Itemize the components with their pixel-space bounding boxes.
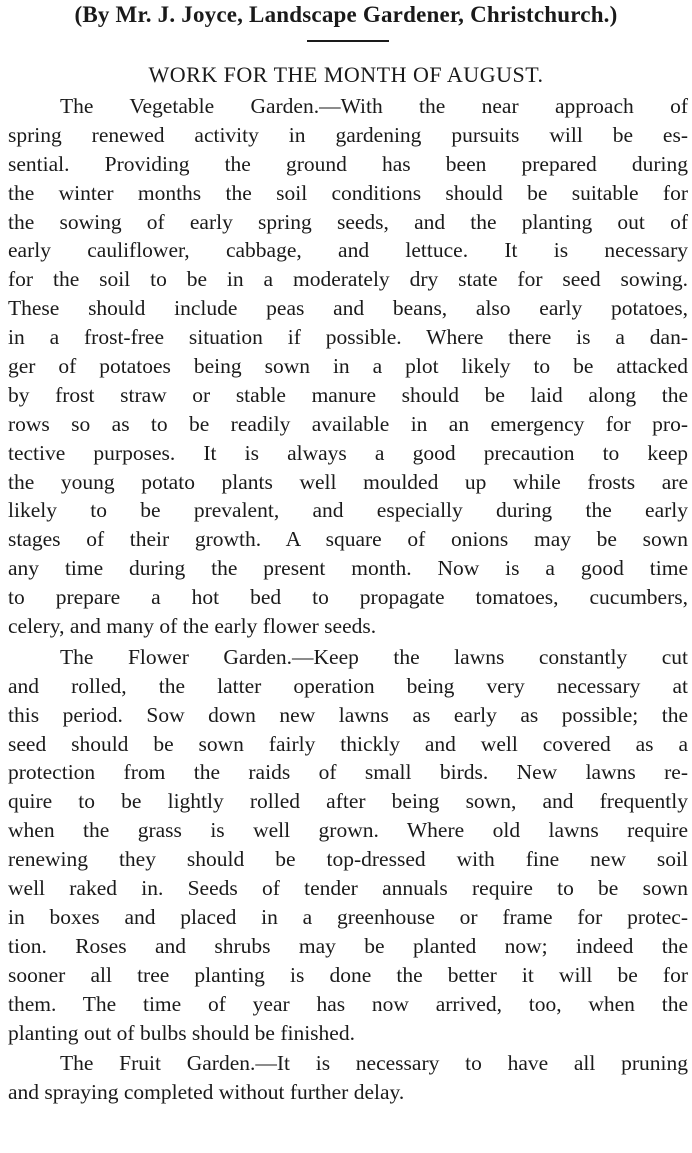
text-line: by frost straw or stable manure should be laid along the xyxy=(8,382,688,407)
text-line: when the grass is well grown. Where old lawns require xyxy=(8,818,688,843)
article-body xyxy=(8,92,688,1107)
text-line: for the soil to be in a moderately dry state for seed sowing. xyxy=(8,267,688,292)
vegetable-garden-paragraph xyxy=(8,92,688,641)
text-line: seed should be sown fairly thickly and well covered as a xyxy=(8,731,688,756)
text-line: to prepare a hot bed to propagate tomatoes, cucumbers, xyxy=(8,585,688,610)
text-line: and spraying completed without further delay. xyxy=(8,1080,405,1105)
divider-rule xyxy=(307,40,389,42)
text-line: rows so as to be readily available in an emergency for pro- xyxy=(8,411,688,436)
text-line: tion. Roses and shrubs may be planted now; indeed the xyxy=(8,933,688,958)
text-line: likely to be prevalent, and especially during the early xyxy=(8,498,688,523)
text-line: any time during the present month. Now is a good time xyxy=(8,556,688,581)
text-line: and rolled, the latter operation being very necessary at xyxy=(8,673,688,698)
text-line: this period. Sow down new lawns as early as possible; the xyxy=(8,702,688,727)
text-line: them. The time of year has now arrived, too, when the xyxy=(8,991,688,1016)
text-line: the sowing of early spring seeds, and the planting out of xyxy=(8,209,688,234)
text-line: sooner all tree planting is done the better it will be for xyxy=(8,962,688,987)
text-line: sential. Providing the ground has been prepared during xyxy=(8,151,688,176)
fruit-garden-paragraph xyxy=(8,1049,688,1107)
text-line: well raked in. Seeds of tender annuals require to be sown xyxy=(8,876,688,901)
text-line: The Fruit Garden.—It is necessary to have all pruning xyxy=(60,1051,688,1076)
text-line: The Flower Garden.—Keep the lawns constantly cut xyxy=(60,644,688,669)
text-line: celery, and many of the early flower seeds. xyxy=(8,614,377,639)
text-line: in a frost-free situation if possible. Where there is a dan- xyxy=(8,325,688,350)
byline: (By Mr. J. Joyce, Landscape Gardener, Christchurch.) xyxy=(74,2,618,27)
text-line: the young potato plants well moulded up while frosts are xyxy=(8,469,688,494)
text-line: spring renewed activity in gardening pursuits will be es- xyxy=(8,122,688,147)
text-line: planting out of bulbs should be finished. xyxy=(8,1020,355,1045)
text-line: ger of potatoes being sown in a plot likely to be attacked xyxy=(8,354,688,379)
text-line: These should include peas and beans, also early potatoes, xyxy=(8,296,688,321)
text-line: in boxes and placed in a greenhouse or frame for protec- xyxy=(8,904,688,929)
text-line: stages of their growth. A square of onions may be sown xyxy=(8,527,688,552)
text-line: early cauliflower, cabbage, and lettuce. It is necessary xyxy=(8,238,688,263)
text-line: protection from the raids of small birds. New lawns re- xyxy=(8,760,688,785)
text-line: tective purposes. It is always a good precaution to keep xyxy=(8,440,688,465)
text-line: quire to be lightly rolled after being sown, and frequently xyxy=(8,789,688,814)
text-line: The Vegetable Garden.—With the near approach of xyxy=(60,94,688,118)
flower-garden-paragraph xyxy=(8,643,688,1047)
text-line: the winter months the soil conditions should be suitable for xyxy=(8,180,688,205)
text-line: renewing they should be top-dressed with fine new soil xyxy=(8,847,688,872)
section-title: WORK FOR THE MONTH OF AUGUST. xyxy=(148,62,544,87)
